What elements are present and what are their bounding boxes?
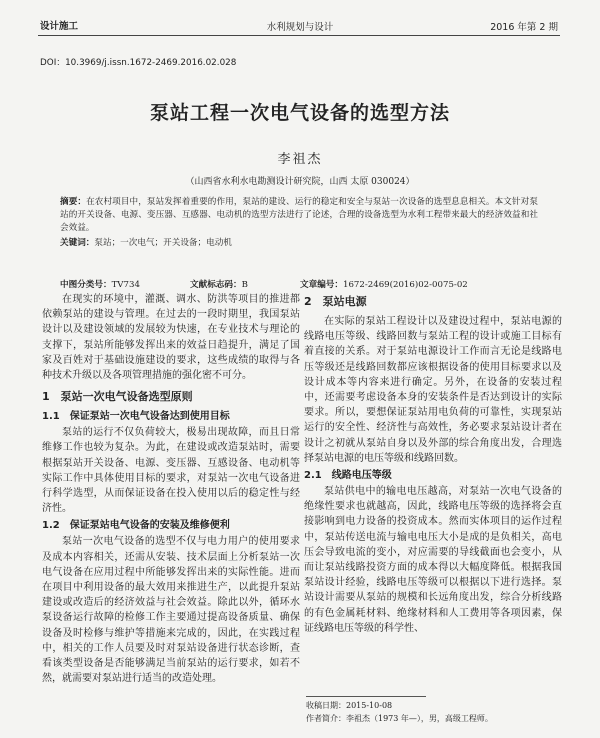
keywords-label: 关键词：	[60, 238, 95, 248]
clc-label: 中图分类号：	[60, 280, 112, 290]
right-column	[304, 292, 562, 636]
section-2-1-heading: 2.1 线路电压等级	[304, 470, 392, 482]
section-2-paragraph: 在实际的泵站工程设计以及建设过程中，泵站电源的线路电压等级、线路回数与泵站工程的设计或施工目标有着直接的关系。对于泵站电源设计工作而言无论是线路电压等级还是线路回数都应该根据设备的使用目标要求以及设计成本等内容来进行确定。另外，在设备的安装过程中，还需要考虑设备本身的安装条件是否达到设计的实际要求。所以，要想保证泵站用电负荷的可靠性，实现泵站运行的安全性、经济性与高效性，务必要求泵站设计者在设计之初就从泵站自身以及外部的综合角度出发，合理选择泵站电源的电压等级和线路回数。	[304, 316, 562, 464]
section-1-2-paragraph: 泵站一次电气设备的选型不仅与电力用户的使用要求及成本内容相关，还需从安装、技术层面上分析泵站一次电气设备在应用过程中所能够发挥出来的实际性能。进而在项目中利用设备的最大效用来推进生产，以此提升泵站建设或改造后的经济效益与社会效益。除此以外，循环水泵设备运行故障的检修工作主要通过提高设备质量、确保设备及时检修与维护等措施来完成的，因此，在实践过程中，相关的工作人员要及时对泵站设备进行状态诊断，查看该类型设备是否能够满足当前泵站的运行要求，如若不然，就需要对泵站进行适当的改造处理。	[42, 536, 300, 685]
section-1-2-heading: 1.2 保证泵站电气设备的安装及维修便利	[42, 520, 230, 532]
header-rule	[38, 35, 560, 36]
doc-code-value: B	[241, 280, 248, 290]
article-title: 泵站工程一次电气设备的选型方法	[149, 102, 450, 124]
abstract-paragraph	[60, 196, 538, 235]
doc-code-line	[190, 278, 248, 290]
abstract-text: 在农村项目中，泵站发挥着重要的作用，泵站的建设、运行的稳定和安全与泵站一次设备的选型息息相关。本文针对泵站的开关设备、电源、变压器、互感器、电动机的选型方法进行了论述，合理的设备选型为水利工程带来最大的经济效益和社会效益。	[60, 197, 538, 233]
keywords-line	[60, 237, 538, 250]
author-affiliation: （山西省水利水电勘测设计研究院，山西 太原 030024）	[185, 177, 415, 187]
article-no-value: 1672-2469(2016)02-0075-02	[342, 280, 468, 290]
footnote-rule	[306, 696, 426, 697]
section-1-1-heading: 1.1 保证泵站一次电气设备达到使用目标	[42, 411, 230, 423]
article-no-label: 文章编号：	[300, 280, 343, 290]
running-header-section: 设计施工	[40, 21, 79, 32]
left-column	[42, 292, 300, 686]
doc-code-label: 文献标志码：	[190, 280, 242, 290]
running-header-issue: 2016 年第 2 期	[490, 22, 558, 33]
running-header-journal: 水利规划与设计	[266, 22, 334, 33]
author-bio: 作者简介：李祖杰（1973 年—），男，高级工程师。	[306, 714, 493, 723]
keywords-text: 泵站；一次电气；开关设备；电动机	[94, 238, 232, 248]
intro-paragraph: 在现实的环境中，灌溉、调水、防洪等项目的推进都依赖泵站的建设与管理。在过去的一段时期里，我国泵站设计以及建设领域的发展较为快速，在专业技术与理论的支撑下，泵站所能够发挥出来的效益日趋提升，满足了国家及百姓对于基础设施建设的要求，这些成绩的取得与各种技术升级以及各项管理措施的强化密不可分。	[42, 294, 300, 382]
author-name: 李祖杰	[277, 152, 323, 167]
abstract	[60, 196, 538, 250]
section-2-heading: 2 泵站电源	[304, 295, 367, 308]
doi: DOI：10.3969/j.issn.1672-2469.2016.02.028	[40, 58, 237, 68]
section-2-1-paragraph: 泵站供电中的输电电压越高，对泵站一次电气设备的绝缘性要求也就越高，因此，线路电压等级的选择将会直接影响到电力设备的投资成本。然而实体项目的运作过程中，泵站传送电流与输电电压大小是成的是负相关，高电压会导致电流的变小，对应需要的导线截面也会变小，从而让泵站线路投资方面的成本得以大幅度降低。根据我国泵站设计经验，线路电压等级可以根据以下进行选择。泵站设计需要从泵站的规模和长远角度出发，综合分析线路的有色金属耗材料、绝缘材料和人工费用等各项因素，保证线路电压等级的科学性、	[304, 486, 562, 634]
clc-value: TV734	[111, 280, 140, 290]
received-date: 收稿日期：2015-10-08	[306, 701, 393, 710]
section-1-heading: 1 泵站一次电气设备选型原则	[42, 390, 193, 404]
clc-line	[60, 278, 140, 290]
abstract-label: 摘要：	[60, 197, 87, 207]
section-1-1-paragraph: 泵站的运行不仅负荷较大，极易出现故障，而且日常维修工作也较为复杂。为此，在建设或改造泵站时，需要根据泵站开关设备、电源、变压器、互感设备、电动机等实际工作中具体使用目标的要求，对泵站一次电气设备进行科学选型，从而保证设备在投入使用以后的稳定性与经济性。	[42, 427, 300, 515]
article-no-line	[300, 278, 468, 290]
